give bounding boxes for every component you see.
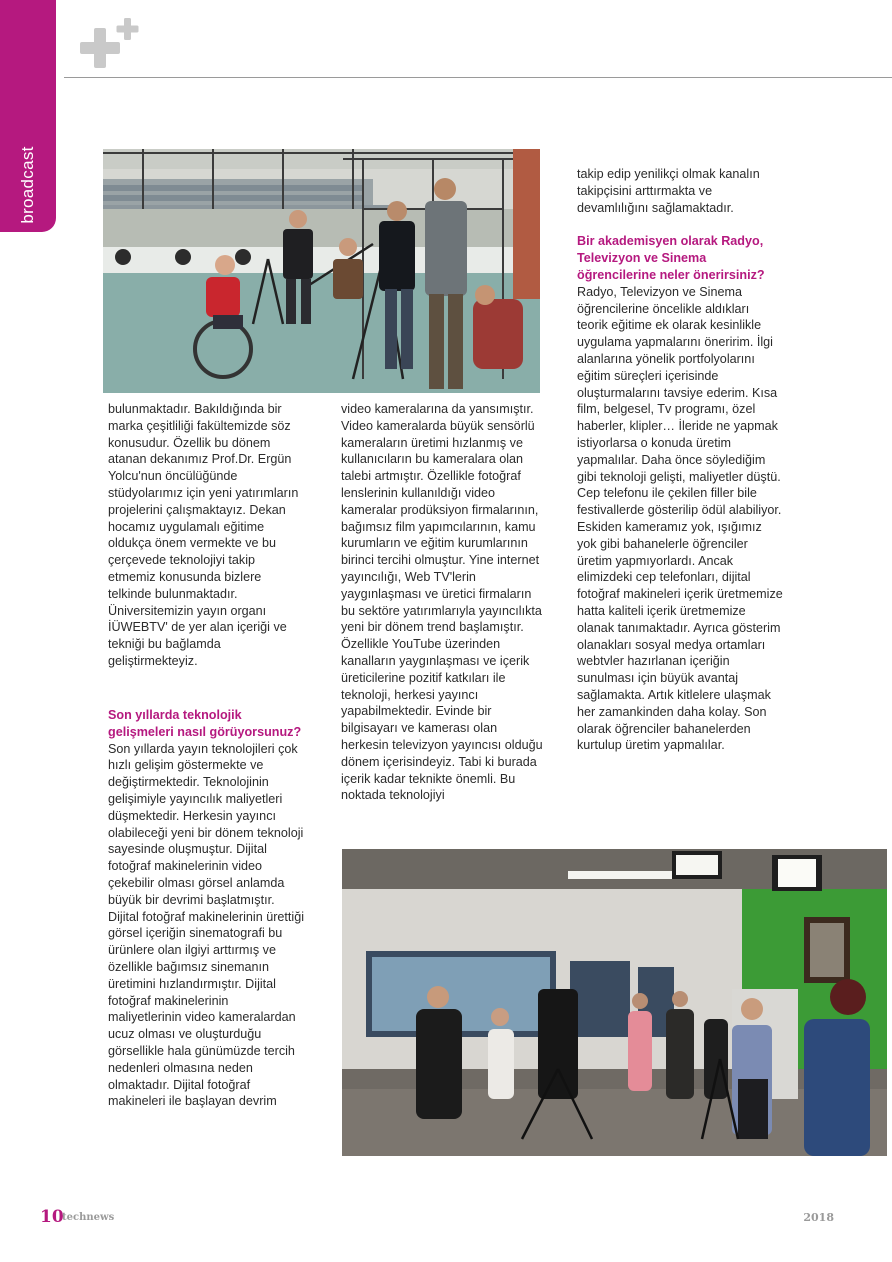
- column-3: [577, 166, 783, 754]
- column-1-intro-text: bulunmaktadır. Bakıldığında bir marka çeşitliliği fakültemizde söz konusudur. Özellik bu dönem atanan dekanımız Prof.Dr. Ergün Yolcu'nun öncülüğünde stüdyolarımız için yeni yatırımların projelerini çalışmaktayız. Dekan hocamız uygulamalı eğitime oldukça önem vermekte ve bu çerçevede teknolojiyi takip etmemiz konusunda bizlere telkinde bulunmaktadır. Üniversitemizin yayın organı İÜWEBTV' de yer alan içeriği ve tekniği bu bağlamda geliştirmekteyiz.: [108, 402, 299, 668]
- section-tab-label-box: [8, 140, 48, 230]
- studio-photo: [342, 849, 887, 1156]
- column-1-bottom: [108, 707, 305, 1110]
- column-2-text: video kameralarına da yansımıştır. Video kameralarda büyük sensörlü kameraların üretimi hızlanmış ve kullanıcıların bu kameralara olan talebi artmıştır. Özellikle fotoğraf lenslerinin kullanıldığı video kameralar prodüksiyon firmalarının, bağımsız film yapımcılarının, kamu kurumların ve eğitim kurumlarının birinci tercihi olmuştur. Yine internet yayıncılığı, Web TV'lerin yaygınlaşması ve üretici firmaların bu sektöre yatırımlarıyla yayıncılıkta yeni bir dönem trend başlamıştır. Özellikle YouTube üzerinden kanalların yaygınlaşması ve içerik üreticilerine pozitif katkıları ile teknoloji, herkesi yayıncı yapabilmektedir. Evinde bir bilgisayarı ve kamerası olan herkesin televizyon yayıncısı olduğu dönem içerisindeyiz. Tabi ki burada içerik kadar teknikte önemli. Bu noktada teknolojiyi: [341, 402, 543, 803]
- plus-logo-icon: [80, 18, 144, 70]
- question-heading-1: Son yıllarda teknolojik gelişmeleri nasıl görüyorsunuz?: [108, 708, 302, 739]
- issue-year: 2018: [803, 1211, 834, 1224]
- magazine-name: technews: [62, 1212, 115, 1223]
- section-label: broadcast: [18, 146, 37, 224]
- page-number: 10: [40, 1207, 64, 1227]
- header-rule: [64, 77, 892, 78]
- question-heading-2: Bir akademisyen olarak Radyo, Televizyon ve Sinema öğrencilerine neler önerirsiniz?: [577, 234, 765, 282]
- answer-text-2: Radyo, Televizyon ve Sinema öğrencilerine öncelikle aldıkları teorik eğitime ek olarak kesinlikle uygulama yapmalarını öneririm. İlgi alanlarına yönelik portfolyolarını eğitim süreçleri içerisinde oluşturmalarını tavsiye ederim. Kısa film, belgesel, Tv programı, özel haberler, klipler… İleride ne yapmak istiyorlarsa o konuda üretim yapmalılar. Daha önce söylediğim gibi teknoloji gelişti, maliyetler düştü. Cep telefonu ile çekilen filler bile festivallerde gösterilip ödül alabiliyor. Eskiden kameramız yok, ışığımız yok gibi bahanelerle öğrenciler üretim yapmıyorlardı. Ancak elimizdeki cep telefonları, dijital fotoğraf makineleri içerik üretmemize hatta kaliteli içerik üretmemize olanak tanımaktadır. Ayrıca gösterim olanakları sosyal medya ortamları webtvler hazırlanan içeriğin sunulması için büyük avantaj sağlamakta. Artık kitlelere ulaşmak her zamankinden daha kolay. Son olarak öğrenciler bahanelerden kurtulup üretim yapmalılar.: [577, 284, 783, 753]
- column-1-top: [108, 401, 305, 670]
- answer-text-1: Son yıllarda yayın teknolojileri çok hızlı gelişim göstermekte ve değiştirmektedir. Teknolojinin gelişimiyle yayıncılık maliyetleri düşmektedir. Herkesin yayıncı olabileceği yeni bir dönem teknoloji sayesinde oluşmuştur. Dijital fotoğraf makinelerinin video çekebilir olması görsel anlamda büyük bir devrimi başlatmıştır. Dijital fotoğraf makinelerinin ürettiği görsel içeriğin sinematografi bu ürünlere olan ilgiyi arttırmış ve özellikle bağımsız sinemanın üretimini hızlandırmıştır. Dijital fotoğraf makinelerinin maliyetlerinin video kameralardan ucuz olması ve oluşturduğu görsellikle hala günümüzde tercih nedenleri olmasına neden olmaktadır. Dijital fotoğraf makineleri ile başlayan devrim: [108, 741, 304, 1109]
- column-2: [341, 401, 547, 804]
- section-tab: [0, 0, 56, 232]
- column-3-intro-text: takip edip yenilikçi olmak kanalın takipçisini arttırmakta ve devamlılığını sağlamaktadır.: [577, 167, 760, 215]
- outdoor-shoot-photo: [103, 149, 540, 393]
